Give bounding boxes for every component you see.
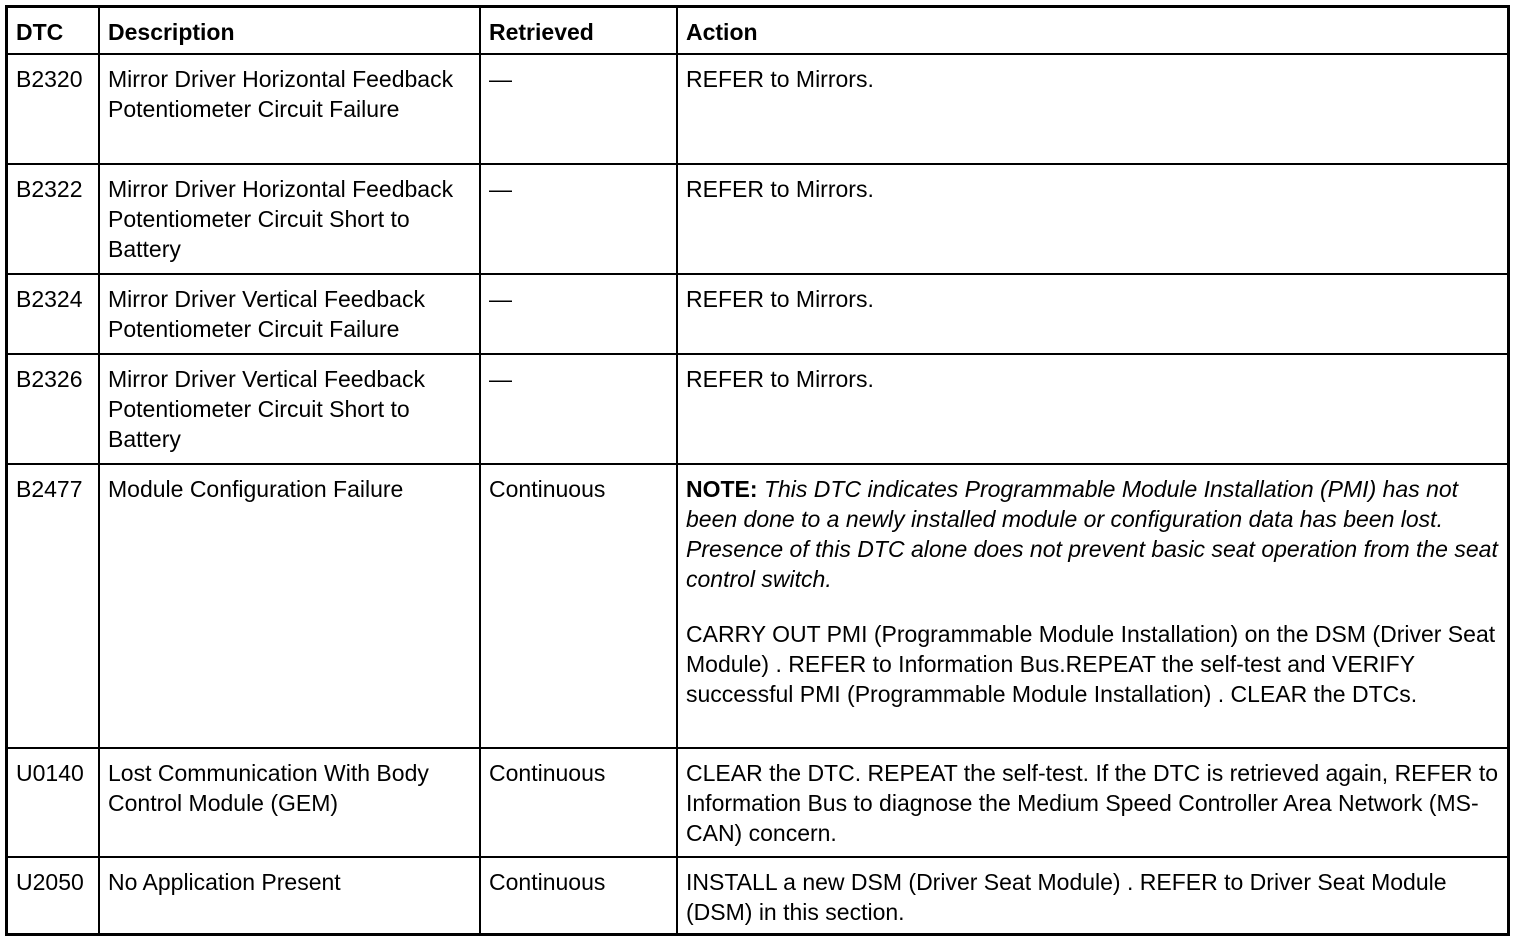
cell-action: REFER to Mirrors. <box>677 274 1507 354</box>
cell-description: Mirror Driver Vertical Feedback Potentiometer Circuit Failure <box>99 274 480 354</box>
action-text: CARRY OUT PMI (Programmable Module Installation) on the DSM (Driver Seat Module) . REFER to Information Bus.REPEAT the self-test and VERIFY successful PMI (Programmable Module Installation) . CLEAR the DTCs. <box>686 621 1496 707</box>
note-text: This DTC indicates Programmable Module Installation (PMI) has not been done to a newly installed module or configuration data has been lost. Presence of this DTC alone does not prevent basic seat operation from the seat control switch. <box>686 476 1498 592</box>
cell-action: REFER to Mirrors. <box>677 354 1507 464</box>
cell-dtc: B2326 <box>8 354 99 464</box>
note-label: NOTE: <box>686 476 758 502</box>
cell-dtc: B2320 <box>8 54 99 164</box>
cell-retrieved: Continuous <box>480 748 677 857</box>
table-row <box>8 54 1507 164</box>
table-row <box>8 164 1507 274</box>
table-row <box>8 857 1507 933</box>
header-dtc: DTC <box>8 8 99 54</box>
cell-dtc: B2322 <box>8 164 99 274</box>
cell-dtc: B2324 <box>8 274 99 354</box>
cell-description: Mirror Driver Horizontal Feedback Potentiometer Circuit Short to Battery <box>99 164 480 274</box>
cell-dtc: U2050 <box>8 857 99 933</box>
header-action: Action <box>677 8 1507 54</box>
dtc-table-frame <box>5 5 1510 936</box>
cell-description: Lost Communication With Body Control Module (GEM) <box>99 748 480 857</box>
cell-description: Mirror Driver Horizontal Feedback Potentiometer Circuit Failure <box>99 54 480 164</box>
action-note <box>686 474 1499 594</box>
dtc-table <box>8 8 1507 933</box>
table-row <box>8 464 1507 748</box>
header-description: Description <box>99 8 480 54</box>
cell-action: INSTALL a new DSM (Driver Seat Module) . REFER to Driver Seat Module (DSM) in this section. <box>677 857 1507 933</box>
cell-retrieved: Continuous <box>480 857 677 933</box>
cell-action: REFER to Mirrors. <box>677 54 1507 164</box>
cell-retrieved: — <box>480 54 677 164</box>
cell-retrieved: — <box>480 164 677 274</box>
header-retrieved: Retrieved <box>480 8 677 54</box>
table-row <box>8 748 1507 857</box>
cell-dtc: U0140 <box>8 748 99 857</box>
cell-action: CLEAR the DTC. REPEAT the self-test. If the DTC is retrieved again, REFER to Information Bus to diagnose the Medium Speed Controller Area Network (MS-CAN) concern. <box>677 748 1507 857</box>
cell-description: Module Configuration Failure <box>99 464 480 748</box>
cell-action <box>677 464 1507 748</box>
cell-description: No Application Present <box>99 857 480 933</box>
cell-description: Mirror Driver Vertical Feedback Potentiometer Circuit Short to Battery <box>99 354 480 464</box>
cell-retrieved: — <box>480 354 677 464</box>
cell-action: REFER to Mirrors. <box>677 164 1507 274</box>
table-row <box>8 354 1507 464</box>
table-row <box>8 274 1507 354</box>
cell-retrieved: — <box>480 274 677 354</box>
cell-dtc: B2477 <box>8 464 99 748</box>
table-header-row <box>8 8 1507 54</box>
cell-retrieved: Continuous <box>480 464 677 748</box>
